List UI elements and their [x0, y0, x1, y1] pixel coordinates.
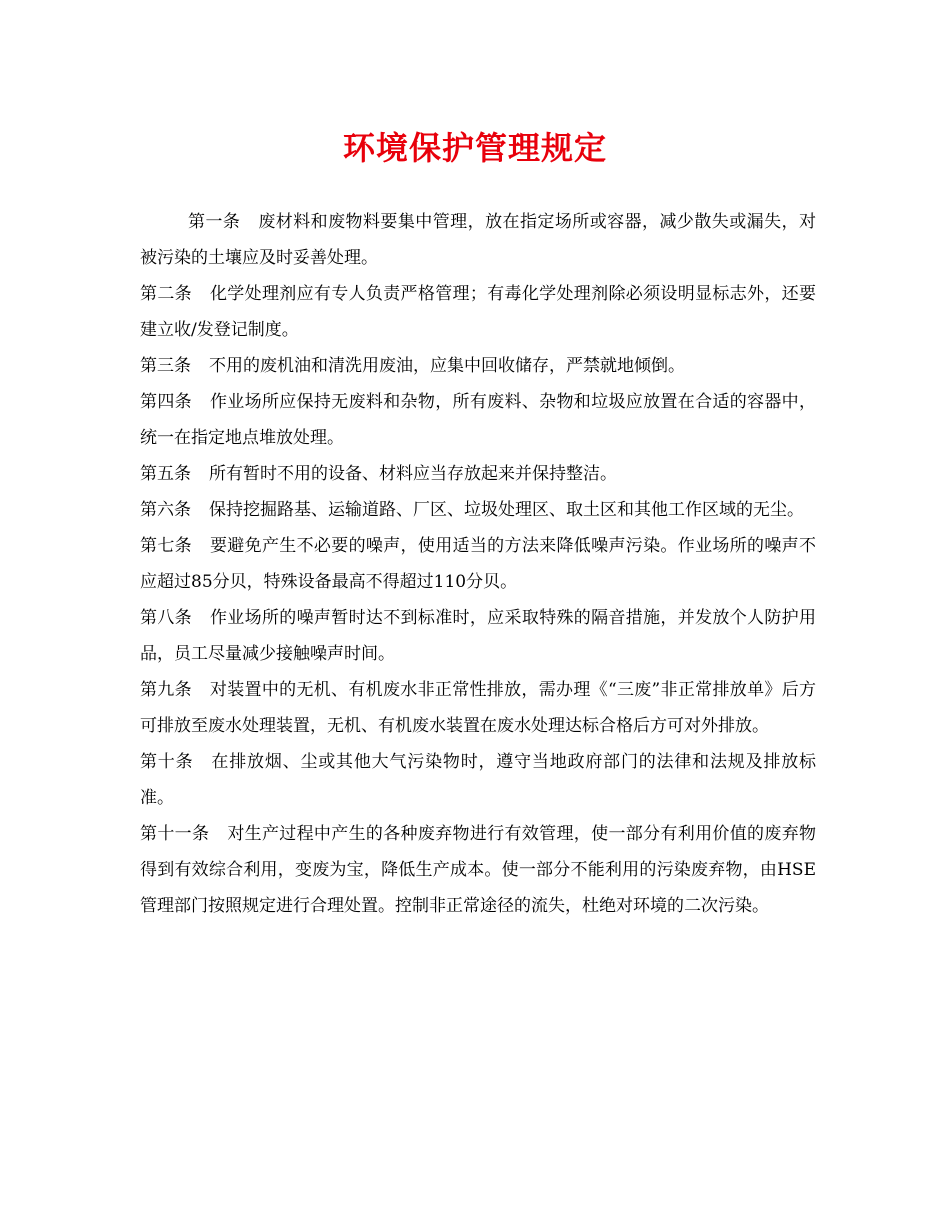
document-title: 环境保护管理规定: [342, 129, 607, 167]
article-6: [140, 492, 816, 528]
article-text: 化学处理剂应有专人负责严格管理；有毒化学处理剂除必须设明显标志外，还要建立收/发登记制度。: [140, 284, 817, 340]
article-label: 第二条: [140, 284, 192, 304]
article-label: 第十条: [140, 752, 194, 772]
article-label: 第三条: [140, 356, 191, 376]
article-5: [140, 456, 816, 492]
document-body: [140, 204, 816, 924]
article-text: 对生产过程中产生的各种废弃物进行有效管理，使一部分有利用价值的废弃物得到有效综合利用，变废为宝，降低生产成本。使一部分不能利用的污染废弃物，由HSE管理部门按照规定进行合理处置。控制非正常途径的流失，杜绝对环境的二次污染。: [140, 824, 817, 916]
article-2: [140, 276, 816, 348]
article-label: 第一条: [188, 212, 241, 232]
article-text: 要避免产生不必要的噪声，使用适当的方法来降低噪声污染。作业场所的噪声不应超过85分贝，特殊设备最高不得超过110分贝。: [140, 536, 817, 592]
article-7: [140, 528, 816, 600]
article-text: 保持挖掘路基、运输道路、厂区、垃圾处理区、取土区和其他工作区域的无尘。: [209, 500, 804, 520]
article-text: 在排放烟、尘或其他大气污染物时，遵守当地政府部门的法律和法规及排放标准。: [140, 752, 817, 808]
article-label: 第四条: [140, 392, 192, 412]
article-text: 不用的废机油和清洗用废油，应集中回收储存，严禁就地倾倒。: [209, 356, 685, 376]
article-label: 第五条: [140, 464, 191, 484]
article-label: 第七条: [140, 536, 192, 556]
article-text: 作业场所应保持无废料和杂物，所有废料、杂物和垃圾应放置在合适的容器中，统一在指定地点堆放处理。: [140, 392, 817, 448]
article-text: 对装置中的无机、有机废水非正常性排放，需办理《“三废”非正常排放单》后方可排放至废水处理装置，无机、有机废水装置在废水处理达标合格后方可对外排放。: [140, 680, 816, 736]
article-text: 作业场所的噪声暂时达不到标准时，应采取特殊的隔音措施，并发放个人防护用品，员工尽量减少接触噪声时间。: [140, 608, 817, 664]
article-label: 第九条: [140, 680, 192, 700]
article-4: [140, 384, 816, 456]
article-text: 废材料和废物料要集中管理，放在指定场所或容器，减少散失或漏失，对被污染的土壤应及时妥善处理。: [140, 212, 817, 268]
article-label: 第十一条: [140, 824, 210, 844]
article-text: 所有暂时不用的设备、材料应当存放起来并保持整洁。: [209, 464, 617, 484]
article-1: [140, 204, 816, 276]
article-10: [140, 744, 816, 816]
article-9: [140, 672, 816, 744]
article-label: 第八条: [140, 608, 192, 628]
article-label: 第六条: [140, 500, 191, 520]
article-3: [140, 348, 816, 384]
article-8: [140, 600, 816, 672]
article-11: [140, 816, 816, 924]
